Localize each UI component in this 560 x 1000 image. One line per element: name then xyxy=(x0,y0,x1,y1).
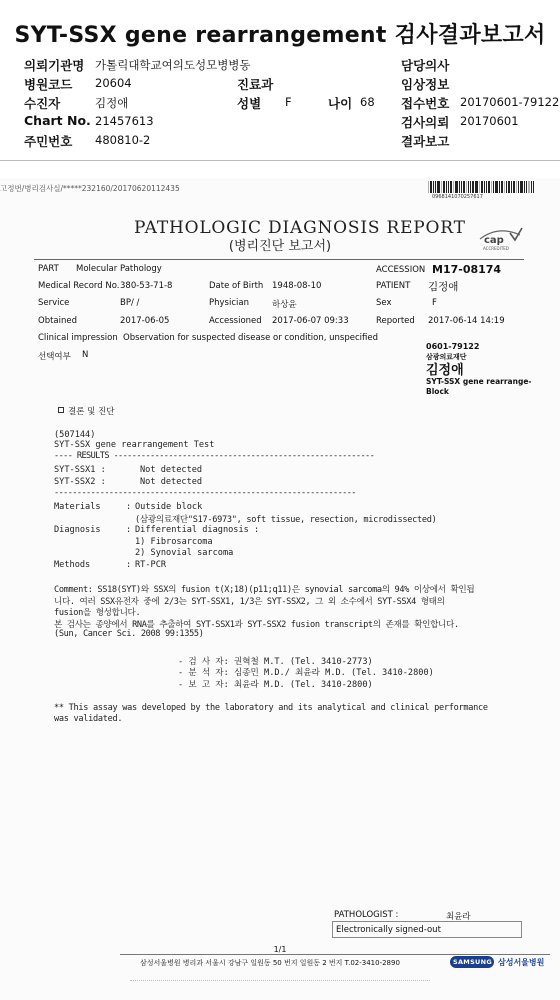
label-chart-no: Chart No. xyxy=(24,113,91,128)
label-test-request: 검사의뢰 xyxy=(401,115,450,130)
value-date-of-birth: 1948-08-10 xyxy=(272,281,322,291)
value-sex-report: F xyxy=(432,298,437,308)
value-age: 68 xyxy=(360,95,375,109)
label-patient: PATIENT xyxy=(376,281,411,291)
comment-line-5: (Sun, Cancer Sci. 2008 99:1355) xyxy=(54,629,204,639)
materials-detail: (삼광의료재단"S17-6973", soft tissue, resection, microdissected) xyxy=(135,515,437,525)
stamp-receipt: 0601-79122 xyxy=(426,342,480,351)
label-attending-physician: 담당의사 xyxy=(401,58,450,73)
materials-colon: : xyxy=(126,502,132,512)
label-reported: Reported xyxy=(376,316,415,326)
stamp-patient: 김정애 xyxy=(426,363,464,378)
report-subtitle: (병리진단 보고서) xyxy=(228,239,332,254)
value-service: BP/ / xyxy=(120,298,140,308)
diagnosis-value: Differential diagnosis : xyxy=(135,525,260,535)
label-department: 진료과 xyxy=(237,77,274,92)
value-patient-name: 김정애 xyxy=(95,96,129,110)
barcode-image xyxy=(428,181,535,193)
value-pathologist: 최윤라 xyxy=(446,912,471,922)
label-age: 나이 xyxy=(328,96,353,111)
stamp-test: SYT-SSX gene rearrange- xyxy=(426,377,532,386)
disclaimer-line-2: was validated. xyxy=(54,714,123,724)
label-pathologist: PATHOLOGIST : xyxy=(334,910,399,920)
ssx1-value: Not detected xyxy=(140,465,203,475)
disclaimer-line-1: ** This assay was developed by the laboratory and its analytical and clinical performance xyxy=(54,703,488,713)
diagnosis-item-1: 1) Fibrosarcoma xyxy=(135,537,213,547)
value-requesting-institution: 가톨릭대학교여의도성모병병동 xyxy=(95,58,251,72)
report-title: PATHOLOGIC DIAGNOSIS REPORT xyxy=(134,218,466,238)
stamp-block: Block xyxy=(426,387,449,396)
label-resident-number: 주민번호 xyxy=(24,134,73,149)
comment-line-2: 니다. 여러 SSX유전자 중에 2/3는 SYT-SSX1, 1/3은 SYT-SSX2, 그 외 소수에서 SYT-SSX4 형태의 xyxy=(54,597,445,607)
value-selection: N xyxy=(82,350,89,360)
methods-label: Methods xyxy=(54,560,91,570)
methods-colon: : xyxy=(126,560,132,570)
samsung-logo-text: SAMSUNG xyxy=(453,958,493,966)
label-clinical-impression: Clinical impression xyxy=(38,333,118,343)
staff-tester: - 검 사 자: 권혁철 M.T. (Tel. 3410-2773) xyxy=(178,657,373,667)
label-hospital-code: 병원코드 xyxy=(24,77,73,92)
label-service: Service xyxy=(38,298,70,308)
label-medical-record-no: Medical Record No. xyxy=(38,281,120,291)
label-receipt-number: 접수번호 xyxy=(401,96,450,111)
value-clinical-impression: Observation for suspected disease or condition, unspecified xyxy=(123,333,378,343)
stamp-lab: 삼광의료재단 xyxy=(426,353,467,361)
document-title: SYT-SSX gene rearrangement 검사결과보고서 xyxy=(14,23,546,48)
diagnosis-item-2: 2) Synovial sarcoma xyxy=(135,548,234,558)
electronic-signature: Electronically signed-out xyxy=(336,925,441,935)
value-accession: M17-08174 xyxy=(432,263,502,276)
hospital-brand: 삼성서울병원 xyxy=(498,958,545,967)
label-patient-name: 수진자 xyxy=(24,96,61,111)
ssx1-label: SYT-SSX1 : xyxy=(54,465,106,475)
comment-line-3: fusion을 형성합니다. xyxy=(54,608,141,618)
value-sex: F xyxy=(285,95,292,109)
staff-reporter: - 보 고 자: 최윤라 M.D. (Tel. 3410-2800) xyxy=(178,680,373,690)
label-accession: ACCESSION xyxy=(376,265,426,275)
section-bullet-icon xyxy=(58,407,64,413)
results-divider: ------------------------------------------------------------------ xyxy=(54,488,356,498)
diagnosis-label: Diagnosis xyxy=(54,525,101,535)
svg-text:cap: cap xyxy=(484,235,504,246)
cap-accredited-logo xyxy=(476,227,524,253)
diagnosis-colon: : xyxy=(126,525,132,535)
report-top-rule xyxy=(34,259,524,260)
value-receipt-number: 20170601-79122 xyxy=(460,95,560,109)
label-part: PART xyxy=(38,264,59,274)
value-physician: 하상윤 xyxy=(272,300,297,310)
ssx2-label: SYT-SSX2 : xyxy=(54,477,106,487)
footer-address: 삼성서울병원 병리과 서울시 강남구 일원동 50 번지 일원동 2 번지 T.02-3410-2890 xyxy=(140,959,400,967)
label-obtained: Obtained xyxy=(38,316,78,326)
methods-value: RT-PCR xyxy=(135,560,167,570)
label-selection: 선택여부 xyxy=(38,352,71,362)
svg-text:ACCREDITED: ACCREDITED xyxy=(483,246,509,251)
label-requesting-institution: 의뢰기관명 xyxy=(24,58,85,73)
label-clinical-info: 임상정보 xyxy=(401,77,450,92)
value-part: Molecular Pathology xyxy=(76,264,162,274)
results-header: ---- RESULTS --------------------------------------------------------- xyxy=(54,451,375,461)
value-reported: 2017-06-14 14:19 xyxy=(428,316,505,326)
value-test-request: 20170601 xyxy=(460,114,519,128)
value-medical-record-no: 380-53-71-8 xyxy=(120,281,173,291)
label-accessioned: Accessioned xyxy=(209,316,262,326)
label-sex-report: Sex xyxy=(376,298,392,308)
cap-logo-icon xyxy=(476,227,524,253)
test-name: SYT-SSX gene rearrangement Test xyxy=(54,440,215,450)
barcode-number: 0968141070257617 xyxy=(432,194,483,200)
footer-rule xyxy=(120,954,550,955)
comment-line-1: Comment: SS18(SYT)와 SSX의 fusion t(X;18)(p11;q11)은 synovial sarcoma의 94% 이상에서 확인됩 xyxy=(54,585,475,595)
test-code: (507144) xyxy=(54,430,96,440)
label-date-of-birth: Date of Birth xyxy=(209,281,264,291)
value-accessioned: 2017-06-07 09:33 xyxy=(272,316,349,326)
label-result-report: 결과보고 xyxy=(401,134,450,149)
fax-line: 고정번/병리검사실/*****232160/20170620112435 xyxy=(0,184,180,193)
label-physician: Physician xyxy=(209,298,249,308)
value-hospital-code: 20604 xyxy=(95,76,132,90)
materials-value: Outside block xyxy=(135,502,203,512)
page-number: 1/1 xyxy=(273,945,287,954)
header-divider xyxy=(0,160,560,161)
value-resident-number: 480810-2 xyxy=(95,133,151,147)
value-patient: 김정애 xyxy=(428,281,459,293)
footer-bleed xyxy=(130,980,430,981)
value-chart-no: 21457613 xyxy=(95,114,154,128)
ssx2-value: Not detected xyxy=(140,477,203,487)
materials-label: Materials xyxy=(54,502,101,512)
staff-analyst: - 분 석 자: 심종민 M.D./ 최윤라 M.D. (Tel. 3410-2800) xyxy=(178,668,434,678)
section-header: 결론 및 진단 xyxy=(68,407,115,417)
value-obtained: 2017-06-05 xyxy=(120,316,170,326)
comment-line-4: 본 검사는 종양에서 RNA를 추출하여 SYT-SSX1과 SYT-SSX2 fusion transcript의 존재를 확인합니다. xyxy=(54,620,459,630)
label-sex: 성별 xyxy=(237,96,262,111)
